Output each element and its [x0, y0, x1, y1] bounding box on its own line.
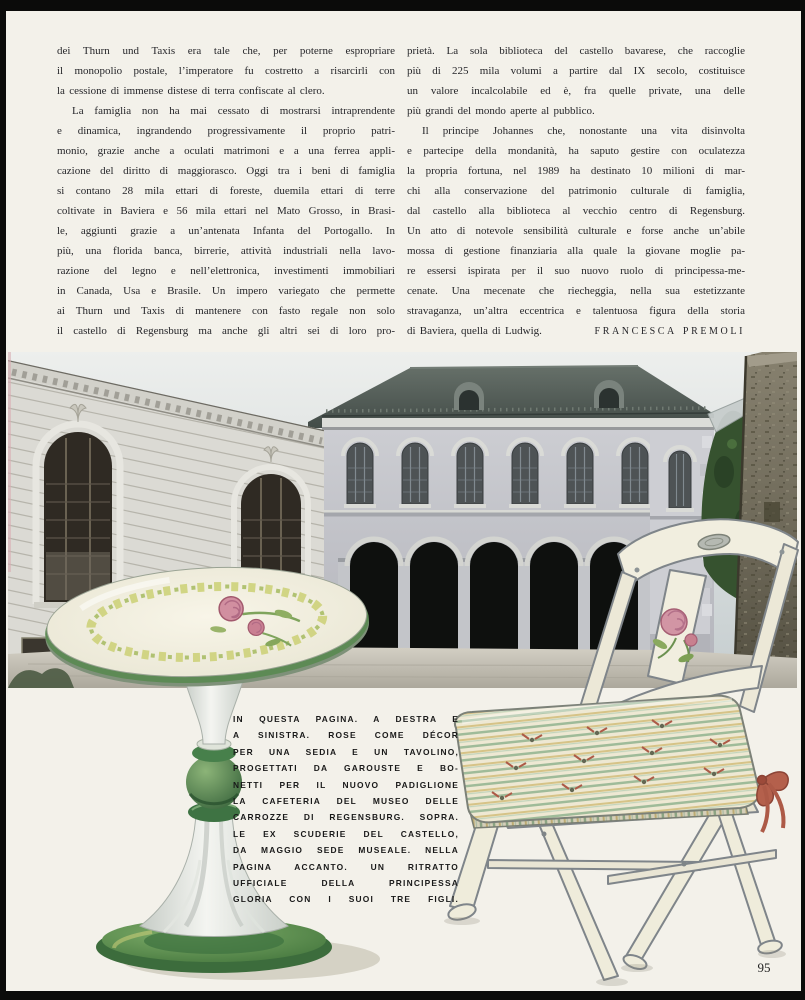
- text-line: più, una florida banca, birrerie, attività industriali nella lavo-: [57, 245, 395, 257]
- text-line: GLORIA CON I SUOI TRE FIGLI.: [233, 894, 459, 905]
- text-line: [407, 321, 745, 341]
- text-line: la cessione di immense distese di terra confiscate al clero.: [57, 85, 325, 97]
- text-line: mossa di gestione finanziaria alla quale la giovane moglie pa-: [407, 245, 745, 257]
- text-line: DA MAGGIO SEDE MUSEALE. NELLA: [233, 845, 459, 856]
- article-column-left: [57, 41, 395, 341]
- text-line: prietà. La sola biblioteca del castello bavarese, che raccoglie: [407, 45, 745, 57]
- chair-top-rail: [618, 519, 798, 586]
- text-line: e dinamica, ingrandendo progressivamente il proprio patri-: [57, 125, 395, 137]
- text-line: più grandi del mondo aperte al pubblico.: [407, 105, 595, 117]
- cushion-ribbon-bow: [757, 772, 788, 832]
- text-line: razione del legno e nell’elettronica, investimenti immobiliari: [57, 265, 395, 277]
- text-line: CARROZZE DI REGENSBURG. SOPRA.: [233, 812, 459, 823]
- text-line: Il principe Johannes che, nonostante una vita disinvolta: [422, 125, 745, 137]
- text-line: LE EX SCUDERIE DEL CASTELLO,: [233, 828, 459, 839]
- text-line: La famiglia non ha mai cessato di mostrarsi intraprendente: [72, 105, 395, 117]
- text-line: IN QUESTA PAGINA. A DESTRA E: [233, 714, 459, 724]
- text-line: coltivate in Baviera e 56 mila ettari nel Mato Grosso, in Brasi-: [57, 205, 395, 217]
- photo-caption: [233, 711, 459, 908]
- text-line: LA CAFETERIA DEL MUSEO DELLE: [233, 795, 459, 806]
- text-line: PER UNA SEDIA E UN TAVOLINO,: [233, 746, 459, 757]
- chair-illustration: [432, 514, 805, 986]
- text-line: stravaganza, un’altra eccentrica e talentuosa figura della storia: [407, 305, 745, 317]
- text-line: dal castello alla biblioteca al vecchio centro di Regensburg.: [407, 205, 745, 217]
- text-line: UFFICIALE DELLA PRINCIPESSA: [233, 877, 459, 888]
- text-line: cazione del diritto di maggiorasco. Oggi tra i beni di famiglia: [57, 165, 395, 177]
- text-line: monio, grazie anche a oculati matrimoni e a una ferrea appli-: [57, 145, 395, 157]
- text-line: NETTI PER IL NUOVO PADIGLIONE: [233, 779, 459, 790]
- text-line: dei Thurn und Taxis era tale che, per poterne espropriare: [57, 45, 395, 57]
- paragraph-end-text: di Baviera, quella di Ludwig.: [407, 325, 542, 337]
- text-line: A SINISTRA. ROSE COME DÉCOR: [233, 730, 459, 741]
- page-number: 95: [757, 960, 771, 975]
- text-line: e partecipe della mondanità, ha saputo gestire con oculatezza: [407, 145, 745, 157]
- article-column-right: [407, 41, 745, 341]
- text-line: Un atto di notevole sensibilità culturale e forse anche un’abile: [407, 225, 745, 237]
- chair-cushion: [455, 696, 788, 832]
- table-top: [42, 560, 372, 694]
- photo-edge-tint: [8, 352, 11, 572]
- text-line: ai Thurn und Taxis di mantenere con fasto regale non solo: [57, 305, 395, 317]
- text-line: il castello di Regensburg ma anche gli altri sei di loro pro-: [57, 325, 395, 337]
- text-line: PROGETTATI DA GAROUSTE E BO-: [233, 763, 459, 774]
- text-line: il monopolio postale, l’imperatore fu costretto a risarcirli con: [57, 65, 395, 77]
- text-line: cenate. Una mecenate che riecheggia, nella sua estetizzante: [407, 285, 745, 297]
- author-byline: FRANCESCA PREMOLI: [594, 326, 745, 337]
- text-line: PAGINA ACCANTO. UN RITRATTO: [233, 861, 459, 872]
- text-line: chi alla conservazione del patrimonio culturale di famiglia,: [407, 185, 745, 197]
- text-line: re essersi ispirata per il suo nuovo ruolo di principessa-me-: [407, 265, 745, 277]
- text-line: si contano 28 mila ettari di foreste, duemila ettari di terre: [57, 185, 395, 197]
- text-line: le, aggiunti grazie a un’antenata Infanta del Portogallo. In: [57, 225, 395, 237]
- text-line: un valore incalcolabile ed è, fra quelle private, una delle: [407, 85, 745, 97]
- text-line: in Canada, Usa e Brasile. Un impero variegato che permette: [57, 285, 395, 297]
- text-line: più di 225 mila volumi a partire dal IX secolo, costituisce: [407, 65, 745, 77]
- text-line: la propria fortuna, nel 1989 ha destinato 10 milioni di mar-: [407, 165, 745, 177]
